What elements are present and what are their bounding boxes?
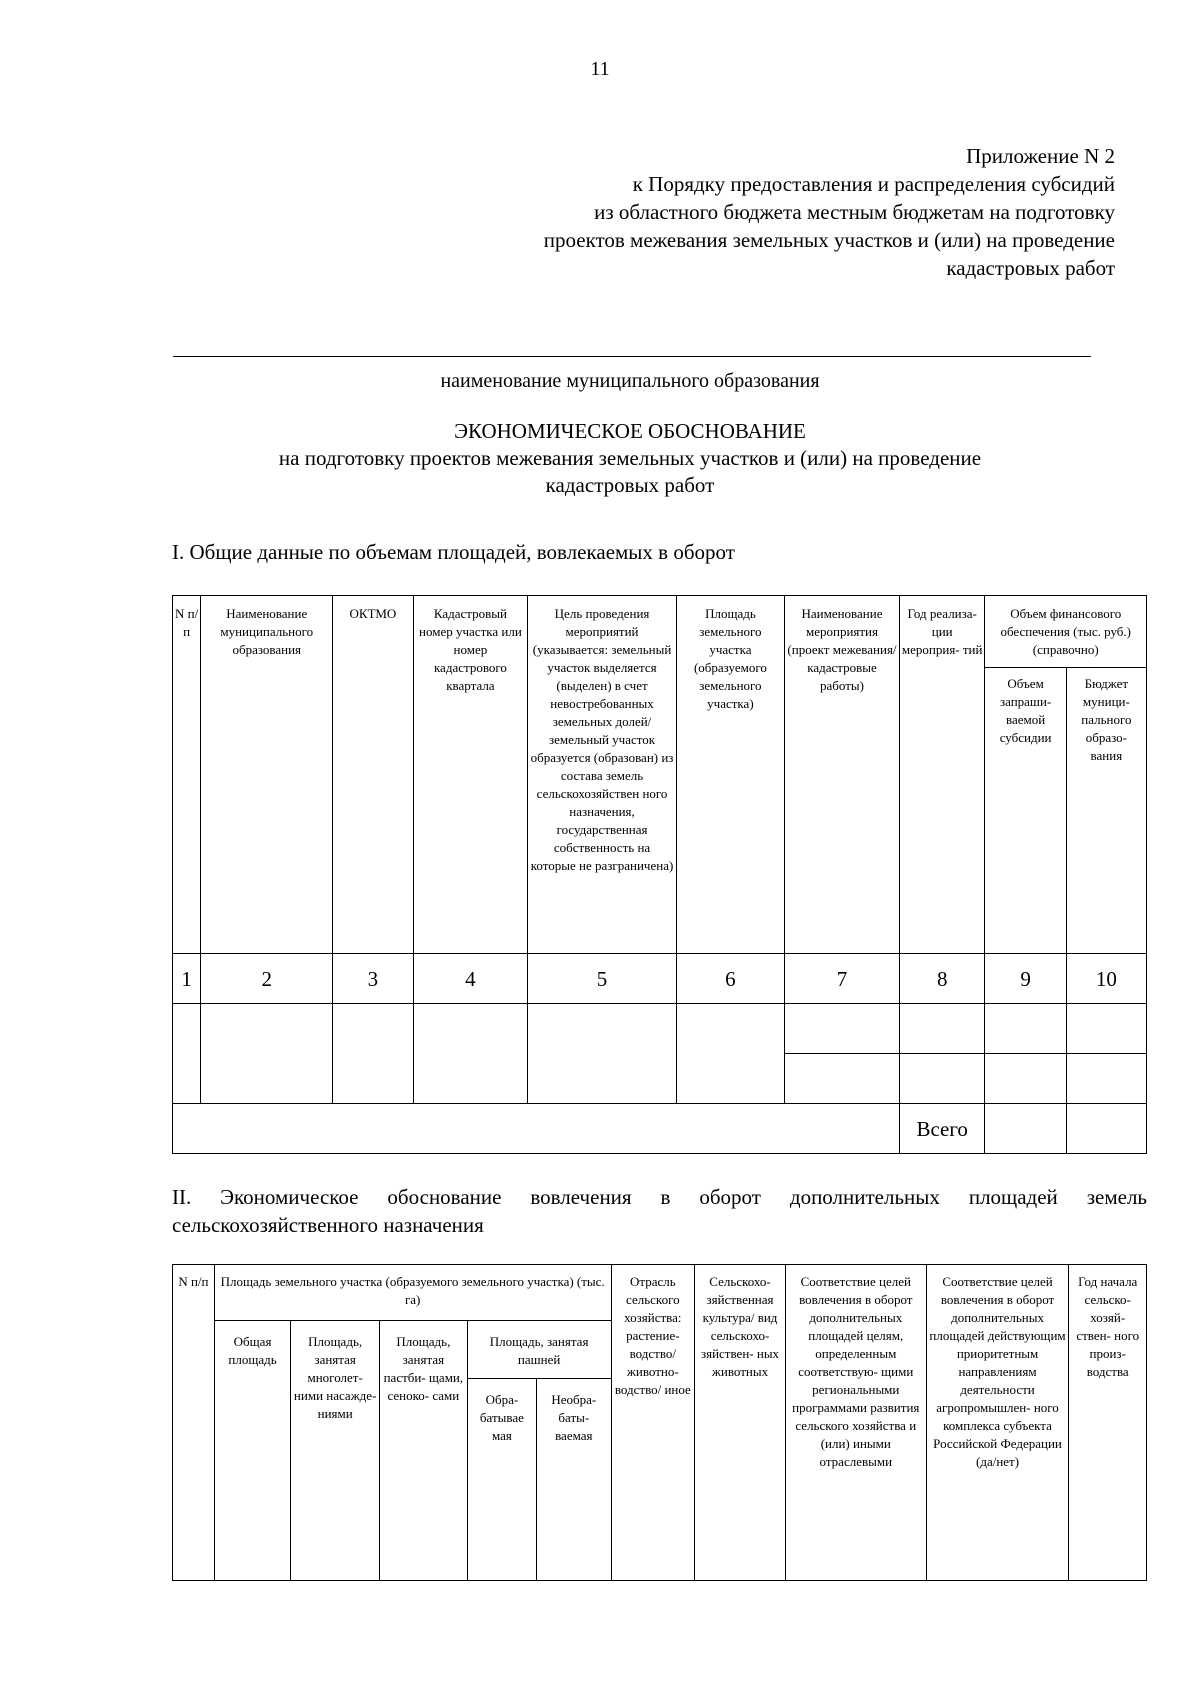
appendix-line: к Порядку предоставления и распределения субсидий [632, 172, 1115, 196]
municipality-caption: наименование муниципального образования [440, 370, 820, 392]
total-budget-cell[interactable] [1066, 1104, 1146, 1154]
header-cell: Площадь земельного участка (образуемого земельного участка) [676, 596, 784, 954]
section2-table [172, 1264, 1147, 1581]
heading-title: ЭКОНОМИЧЕСКОЕ ОБОСНОВАНИЕ [454, 419, 806, 443]
data-cell[interactable] [173, 1004, 201, 1104]
header-cell: Общая площадь [214, 1321, 290, 1581]
column-number: 4 [413, 954, 528, 1004]
data-cell[interactable] [899, 1054, 985, 1104]
data-cell[interactable] [785, 1004, 900, 1054]
header-cell: Площадь земельного участка (образуемого земельного участка) (тыс. га) [214, 1265, 611, 1321]
header-cell: Наименование мероприятия (проект межевания/ кадастровые работы) [785, 596, 900, 954]
header-cell: Объем финансового обеспечения (тыс. руб.) (справочно) [985, 596, 1147, 668]
column-number: 9 [985, 954, 1066, 1004]
appendix-line: Приложение N 2 [966, 144, 1115, 168]
data-cell[interactable] [1066, 1054, 1146, 1104]
appendix-line: кадастровых работ [946, 256, 1115, 280]
header-cell: Необра- баты- ваемая [537, 1379, 611, 1581]
header-cell: Соответствие целей вовлечения в оборот дополнительных площадей действующим приоритетным направлениям деятельности агропромышлен- ного комплекса субъекта Российской Федерации (да/нет) [926, 1265, 1069, 1581]
header-cell: Кадастровый номер участка или номер кадастрового квартала [413, 596, 528, 954]
header-cell: Отрасль сельского хозяйства: растение- водство/ животно- водство/ иное [611, 1265, 695, 1581]
header-cell: Площадь, занятая пашней [467, 1321, 611, 1379]
column-number: 8 [899, 954, 985, 1004]
header-cell: Соответствие целей вовлечения в оборот дополнительных площадей целям, определенным соответствую- щими региональными программами развития сельского хозяйства и (или) иными отраслевыми [785, 1265, 926, 1581]
heading-subtitle-cont: кадастровых работ [545, 473, 715, 497]
column-number: 3 [333, 954, 413, 1004]
header-cell: Площадь, занятая многолет- ними насажде- ниями [291, 1321, 380, 1581]
municipality-fill-line [173, 356, 1091, 357]
total-subsidy-cell[interactable] [985, 1104, 1066, 1154]
data-cell[interactable] [985, 1004, 1066, 1054]
data-cell[interactable] [785, 1054, 900, 1104]
section1-table [172, 595, 1147, 1154]
column-number: 5 [528, 954, 676, 1004]
document-heading [0, 418, 1200, 499]
header-cell: Наименование муниципального образования [201, 596, 333, 954]
header-cell: Год начала сельско- хозяй- ствен- ного произ- водства [1069, 1265, 1147, 1581]
appendix-line: проектов межевания земельных участков и (или) на проведение [543, 228, 1115, 252]
section1-title: I. Общие данные по объемам площадей, вовлекаемых в оборот [172, 540, 735, 564]
header-cell: Цель проведения мероприятий (указывается: земельный участок выделяется (выделен) в счет невостребованных земельных долей/земельный участок образуется (образован) из состава земель сельскохозяйствен ного назначения, государственная собственность на которые не разграничена) [528, 596, 676, 954]
section2-title: II. Экономическое обоснование вовлечения в оборот дополнительных площадей земель сельскохозяйственного назначения [172, 1185, 1147, 1237]
appendix-block [544, 142, 1115, 282]
header-cell: Объем запраши- ваемой субсидии [985, 668, 1066, 954]
data-cell[interactable] [1066, 1004, 1146, 1054]
header-cell: ОКТМО [333, 596, 413, 954]
data-cell[interactable] [528, 1004, 676, 1104]
appendix-line: из областного бюджета местным бюджетам на подготовку [594, 200, 1115, 224]
column-number: 1 [173, 954, 201, 1004]
data-cell[interactable] [201, 1004, 333, 1104]
data-cell[interactable] [985, 1054, 1066, 1104]
column-number: 10 [1066, 954, 1146, 1004]
column-number: 7 [785, 954, 900, 1004]
data-cell[interactable] [899, 1004, 985, 1054]
header-cell: N п/ п [173, 596, 201, 954]
header-cell: Площадь, занятая пастби- щами, сеноко- сами [380, 1321, 468, 1581]
header-cell: Сельскохо- зяйственная культура/ вид сельскохо- зяйствен- ных животных [695, 1265, 786, 1581]
heading-subtitle: на подготовку проектов межевания земельных участков и (или) на проведение [278, 446, 982, 470]
header-cell: N п/п [173, 1265, 215, 1581]
header-cell: Бюджет муници- пального образо- вания [1066, 668, 1146, 954]
column-number: 6 [676, 954, 784, 1004]
page-number: 11 [590, 58, 610, 80]
header-cell: Год реализа- ции мероприя- тий [899, 596, 985, 954]
column-number: 2 [201, 954, 333, 1004]
total-label: Всего [899, 1104, 985, 1154]
total-row-blank [173, 1104, 900, 1154]
header-cell: Обра- батывае мая [467, 1379, 536, 1581]
data-cell[interactable] [333, 1004, 413, 1104]
data-cell[interactable] [676, 1004, 784, 1104]
data-cell[interactable] [413, 1004, 528, 1104]
